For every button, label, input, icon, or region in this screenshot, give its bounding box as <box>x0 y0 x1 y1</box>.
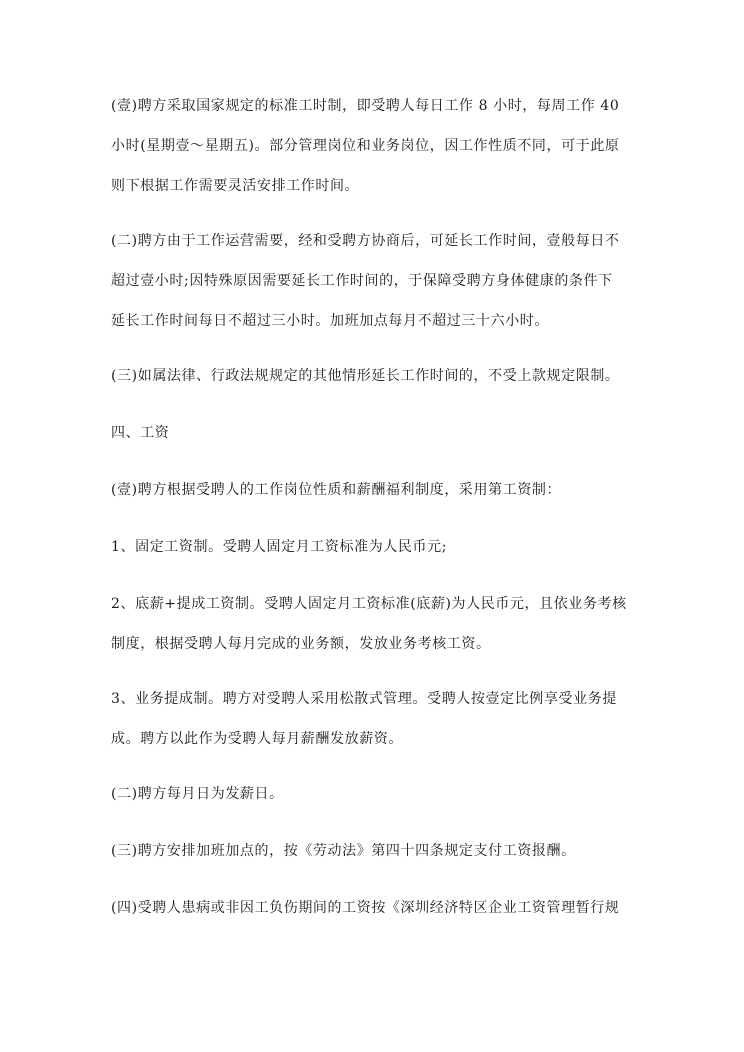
paragraph-7 <box>111 595 641 653</box>
paragraph-9 <box>111 785 641 803</box>
text-line: (三)如属法律、行政法规规定的其他情形延长工作时间的，不受上款规定限制。 <box>111 368 620 384</box>
text-line: (四)受聘人患病或非因工负伤期间的工资按《深圳经济特区企业工资管理暂行规 <box>111 900 620 916</box>
paragraph-1 <box>111 97 641 195</box>
text-line: 则下根据工作需要灵活安排工作时间。 <box>111 178 360 194</box>
paragraph-11 <box>111 899 641 917</box>
paragraph-3 <box>111 367 641 385</box>
paragraph-10 <box>111 842 641 860</box>
text-line: 延长工作时间每日不超过三小时。加班加点每月不超过三十六小时。 <box>111 313 549 329</box>
text-line: (壹)聘方采取国家规定的标准工时制，即受聘人每日工作 8 小时，每周工作 40 <box>111 98 620 114</box>
text-line: 超过壹小时;因特殊原因需要延长工作时间的，于保障受聘方身体健康的条件下 <box>111 273 613 289</box>
text-line: (壹)聘方根据受聘人的工作岗位性质和薪酬福利制度，采用第工资制： <box>111 482 562 498</box>
text-line: 小时(星期壹～星期五)。部分管理岗位和业务岗位，因工作性质不同，可于此原 <box>111 138 620 154</box>
text-line: (二)聘方由于工作运营需要，经和受聘方协商后，可延长工作时间，壹般每日不 <box>111 233 620 249</box>
paragraph-5 <box>111 481 641 499</box>
paragraph-2 <box>111 232 641 330</box>
text-line: 3、业务提成制。聘方对受聘人采用松散式管理。受聘人按壹定比例享受业务提 <box>111 691 617 707</box>
section-heading-wages <box>111 424 641 442</box>
text-line: (二)聘方每月日为发薪日。 <box>111 786 284 802</box>
text-line: 成。聘方以此作为受聘人每月薪酬发放薪资。 <box>111 731 403 747</box>
section-heading: 四、工资 <box>111 425 170 441</box>
text-line: 2、底薪+提成工资制。受聘人固定月工资标准(底薪)为人民币元，且依业务考核 <box>111 596 627 612</box>
text-line: 1、固定工资制。受聘人固定月工资标准为人民币元; <box>111 539 448 555</box>
paragraph-8 <box>111 690 641 748</box>
text-line: (三)聘方安排加班加点的，按《劳动法》第四十四条规定支付工资报酬。 <box>111 843 576 859</box>
paragraph-6 <box>111 538 641 556</box>
text-line: 制度，根据受聘人每月完成的业务额，发放业务考核工资。 <box>111 636 491 652</box>
